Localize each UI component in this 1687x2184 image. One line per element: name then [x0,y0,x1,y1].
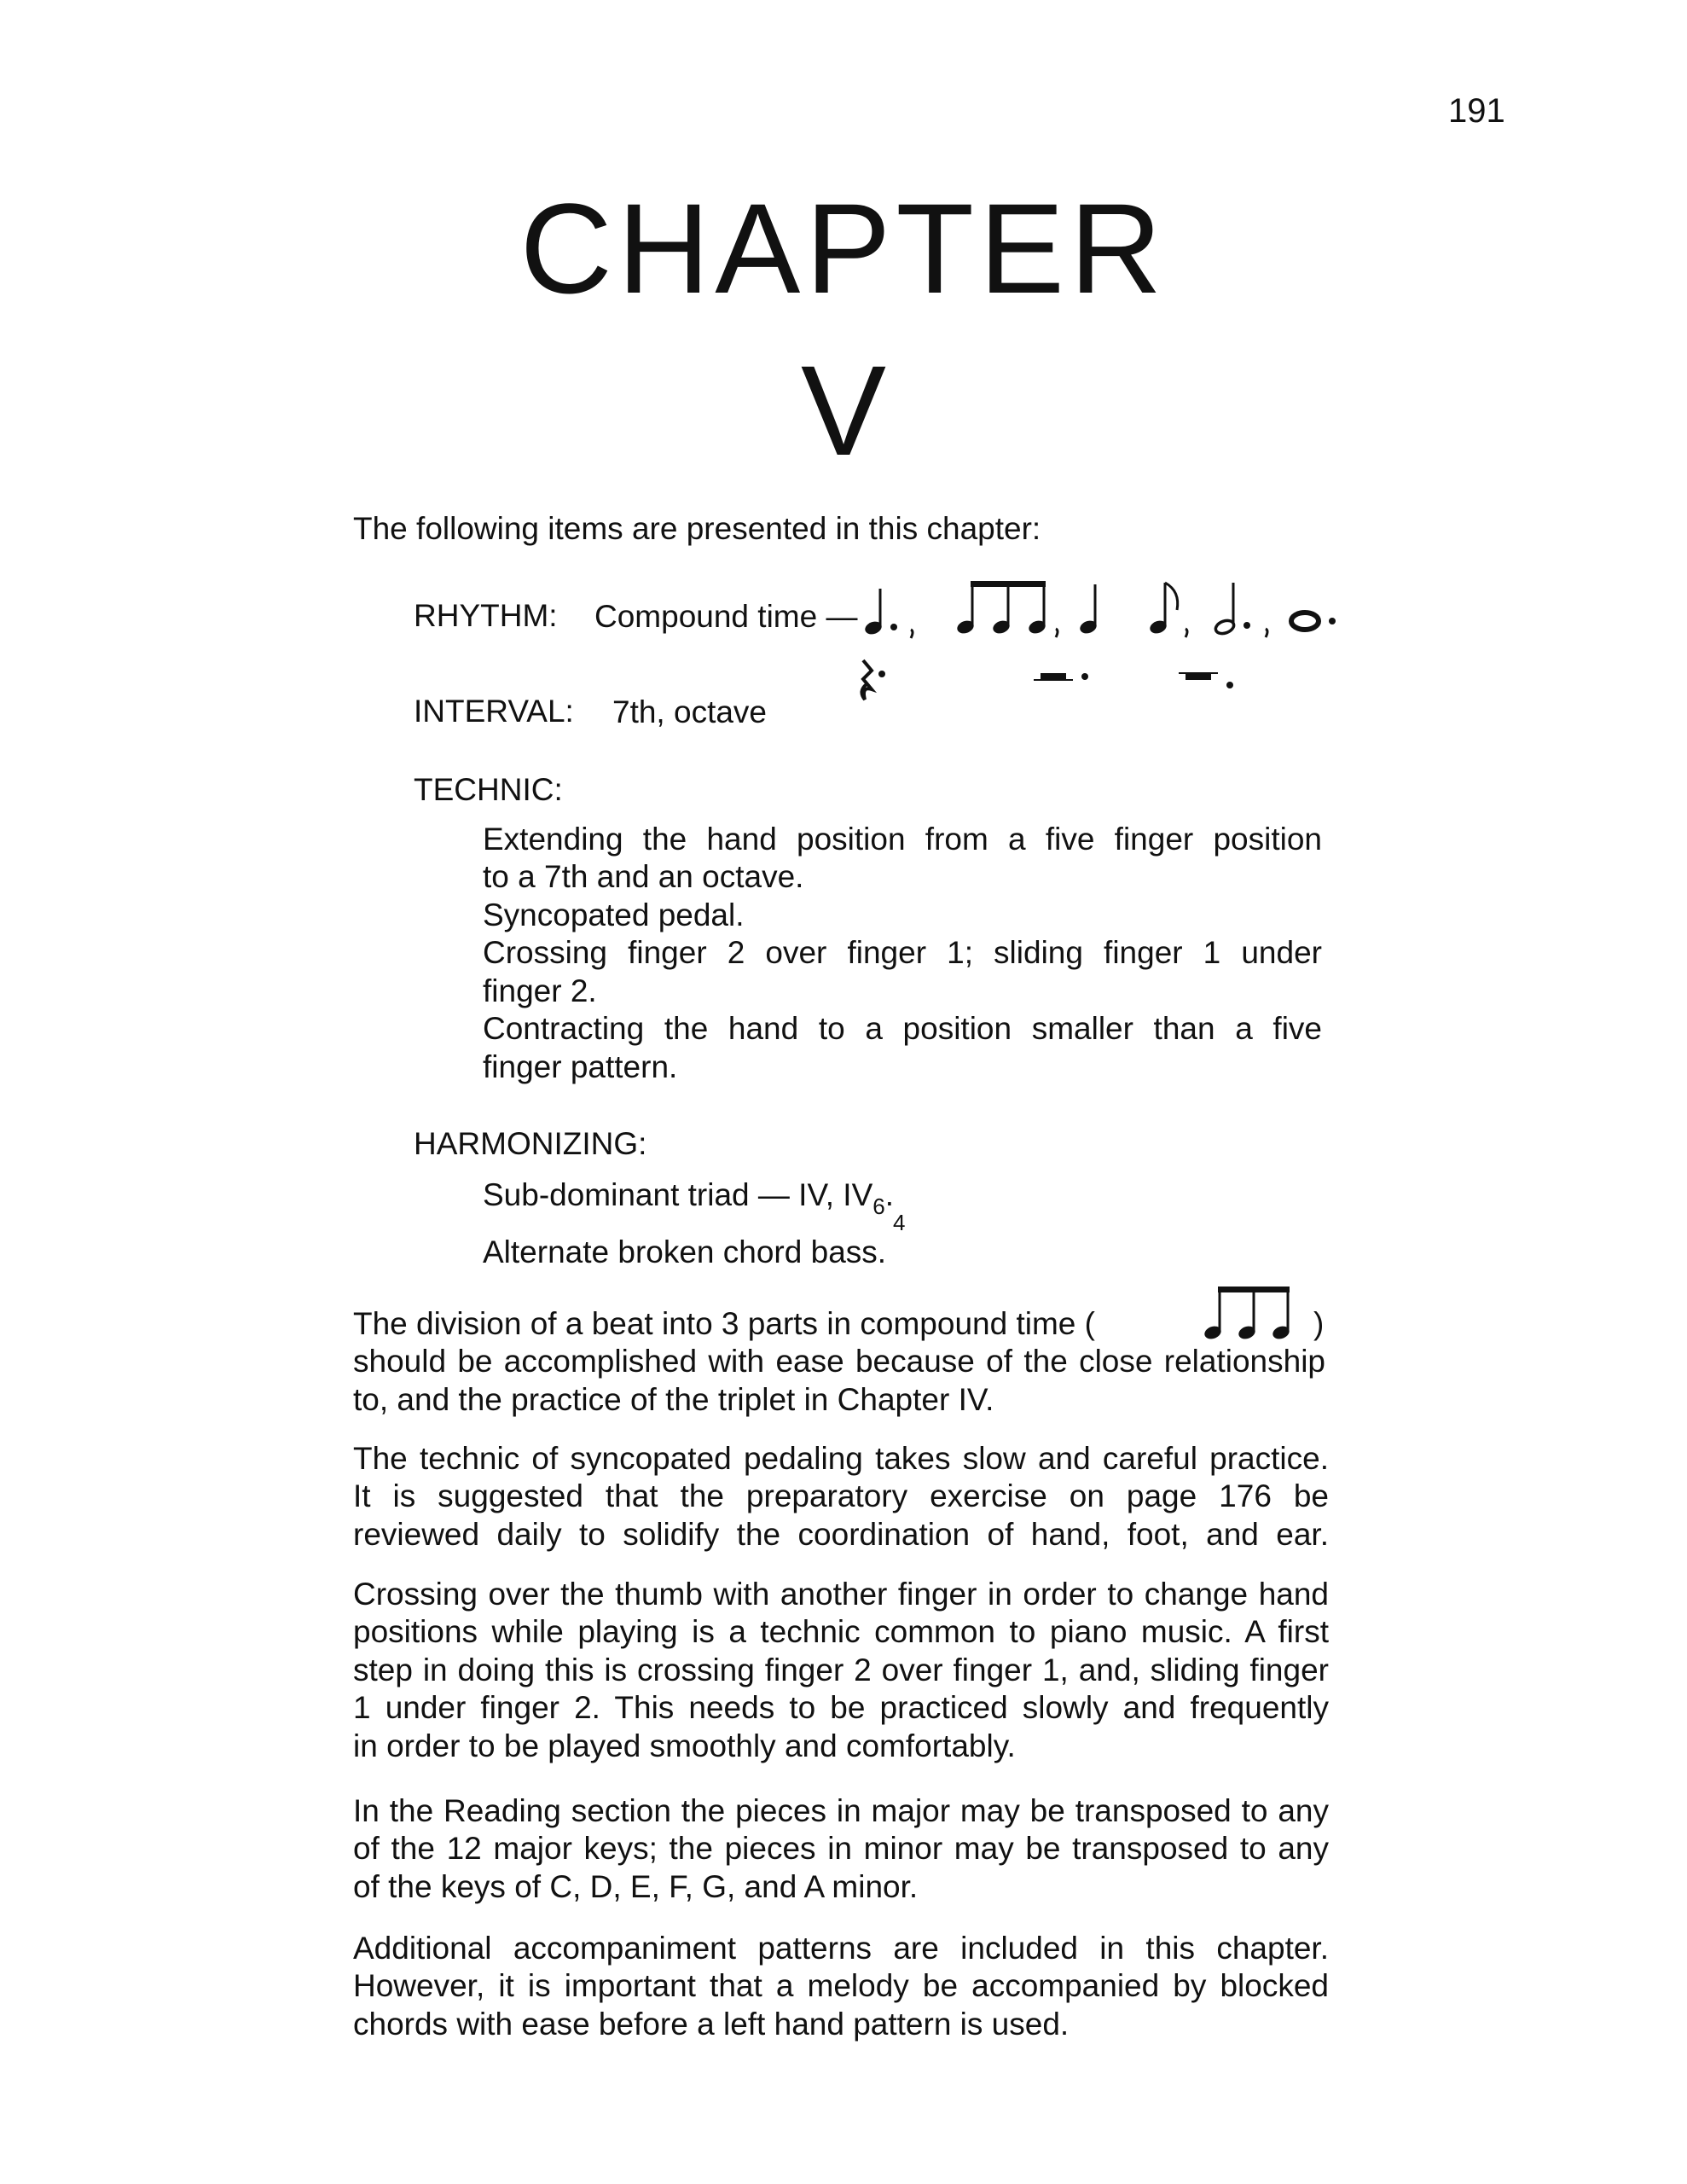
quarter-eighth-icon [1076,576,1204,640]
dotted-quarter-rest-icon [853,657,896,712]
paragraph-3-line: Crossing over the thumb with another finger in order to change hand [353,1577,1329,1612]
paragraph-3-line: 1 under finger 2. This needs to be practiced slowly and frequently [353,1690,1329,1725]
paragraph-1-line: to, and the practice of the triplet in Chapter IV. [353,1382,994,1417]
interval-text: 7th, octave [612,694,768,729]
paragraph-3-line: step in doing this is crossing finger 2 over finger 1, and, sliding finger [353,1653,1329,1687]
harmonizing-label: HARMONIZING: [414,1126,647,1161]
subscript-6: 6 [872,1194,885,1219]
chapter-numeral: V [800,339,887,482]
three-beamed-eighths-icon [1201,1280,1303,1348]
superscript-4: 4 [893,1210,906,1235]
three-beamed-eighths-icon [955,576,1066,640]
paragraph-5-line: chords with ease before a left hand pattern is used. [353,2007,1070,2042]
paragraph-3-line: in order to be played smoothly and comfortably. [353,1728,1016,1763]
page-number: 191 [1448,92,1505,130]
dotted-quarter-note-icon [861,580,930,640]
technic-line: Extending the hand position from a five finger position [483,822,1322,857]
rhythm-label: RHYTHM: [414,598,558,633]
harmonizing-line1-suffix: . [884,1177,895,1212]
paragraph-5-line: However, it is important that a melody be accompanied by blocked [353,1968,1329,2003]
dotted-whole-rest-icon [1177,661,1237,695]
paragraph-4-line: In the Reading section the pieces in major may be transposed to any [353,1793,1329,1828]
paragraph-2-line: reviewed daily to solidify the coordination of hand, foot, and ear. [353,1517,1329,1552]
dotted-whole-note-icon [1288,597,1348,640]
technic-line: Contracting the hand to a position smaller than a five [483,1011,1322,1046]
dotted-half-rest-icon [1032,661,1092,695]
harmonizing-line2: Alternate broken chord bass. [483,1234,887,1269]
harmonizing-line1 [483,1176,894,1217]
technic-line: finger pattern. [483,1049,678,1084]
paragraph-4-line: of the 12 major keys; the pieces in minor may be transposed to any [353,1831,1329,1866]
intro-text: The following items are presented in this chapter: [353,511,1041,546]
paragraph-5-line: Additional accompaniment patterns are included in this chapter. [353,1931,1329,1966]
paragraph-1-line: should be accomplished with ease because of the close relationship [353,1344,1325,1379]
paragraph-1-line: The division of a beat into 3 parts in compound time ( [353,1306,1095,1341]
paragraph-3-line: positions while playing is a technic common to piano music. A first [353,1614,1329,1649]
paragraph-2-line: It is suggested that the preparatory exercise on page 176 be [353,1478,1329,1513]
chapter-title: CHAPTER [519,177,1168,320]
paragraph-4-line: of the keys of C, D, E, F, G, and A minor. [353,1869,919,1904]
technic-line: Syncopated pedal. [483,897,745,932]
rhythm-text: Compound time — [594,599,858,634]
technic-line: Crossing finger 2 over finger 1; sliding finger 1 under [483,935,1322,970]
technic-label: TECHNIC: [414,772,563,807]
interval-label: INTERVAL: [414,694,574,729]
paragraph-1-line-end: ) [1313,1306,1325,1341]
technic-line: to a 7th and an octave. [483,859,804,894]
paragraph-2-line: The technic of syncopated pedaling takes slow and careful practice. [353,1441,1329,1476]
harmonizing-line1-prefix: Sub-dominant triad — IV, IV [483,1177,873,1212]
technic-line: finger 2. [483,973,597,1008]
